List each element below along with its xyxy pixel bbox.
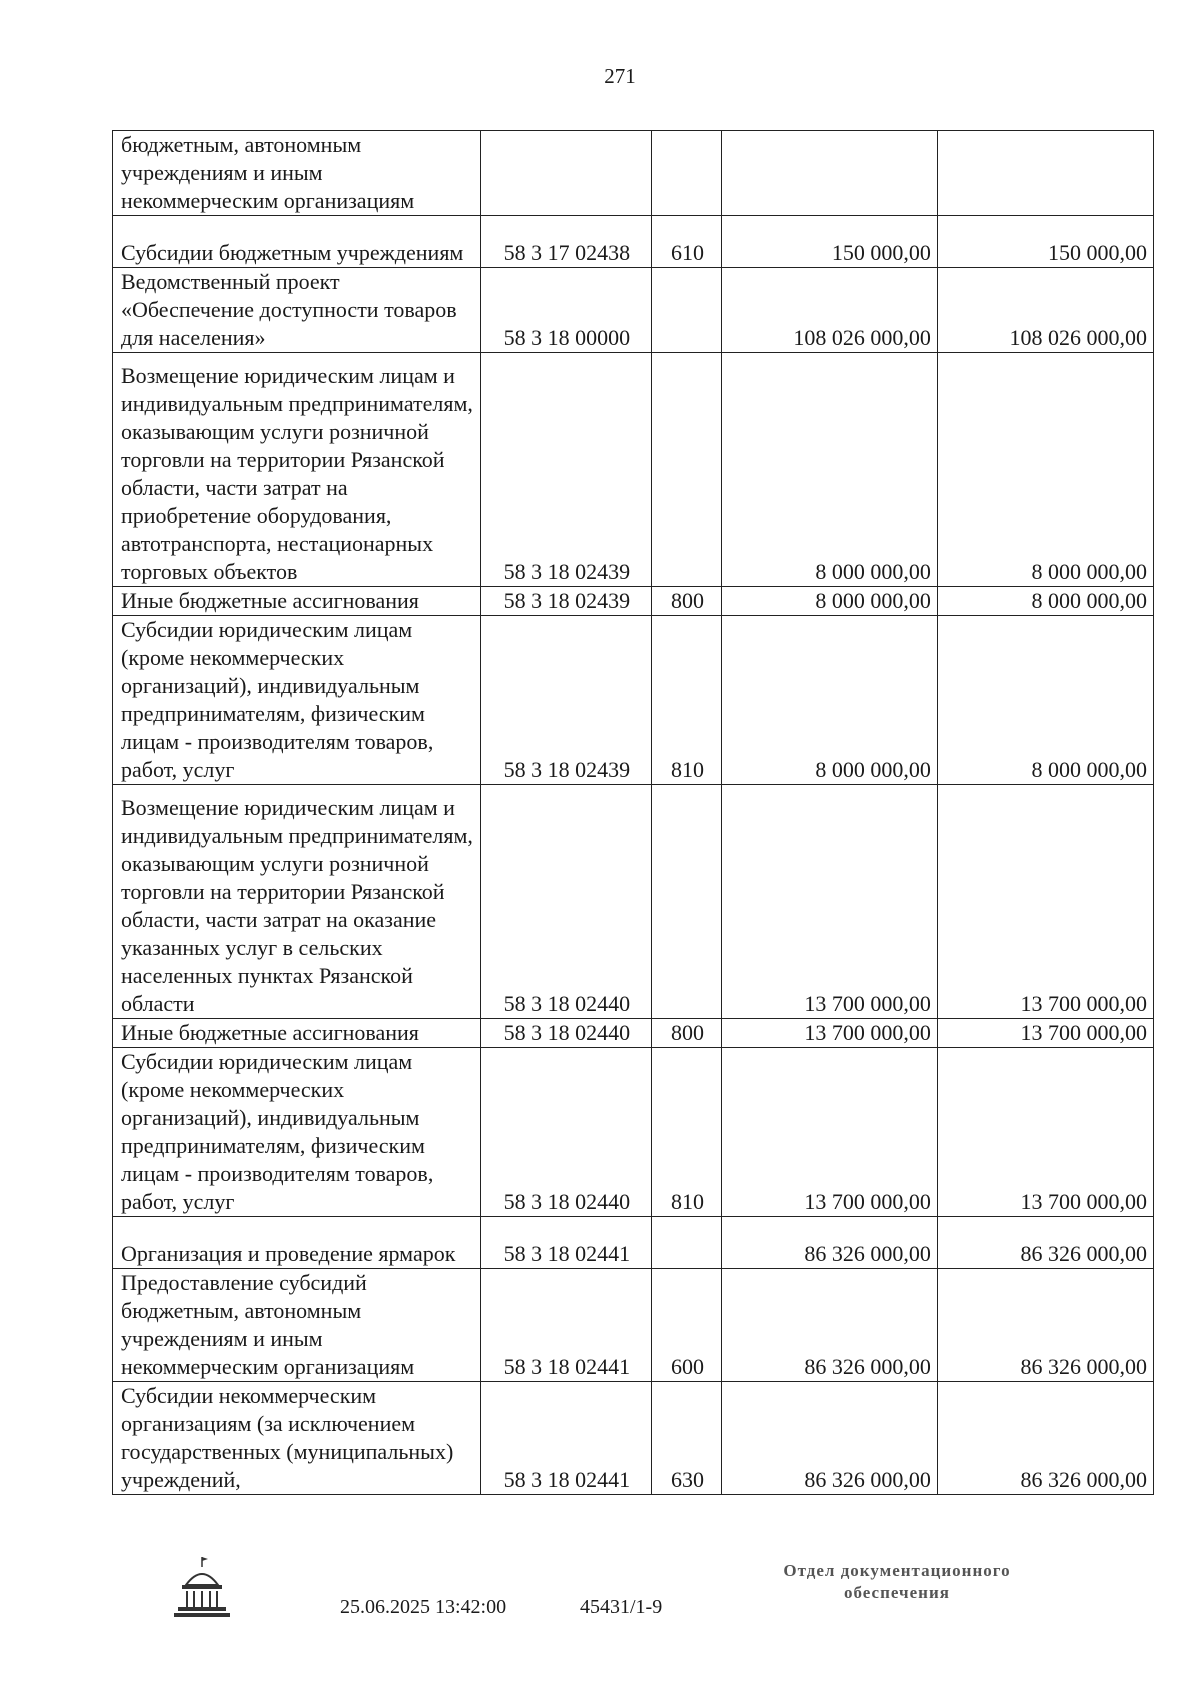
row-sum-year-1: 13 700 000,00 [721, 1048, 937, 1217]
row-name: Субсидии некоммерческим организациям (за исключением государственных (муниципальных) учреждений, [113, 1382, 481, 1495]
row-name: Возмещение юридическим лицам и индивидуальным предпринимателям, оказывающим услуги розничной торговли на территории Рязанской области, части затрат на оказание указанных услуг в сельских населенных пунктах Рязанской области [113, 785, 481, 1019]
row-expense-type: 810 [652, 1048, 722, 1217]
row-sum-year-2: 13 700 000,00 [937, 1019, 1153, 1048]
row-name: Организация и проведение ярмарок [113, 1217, 481, 1269]
table-row [113, 1269, 1154, 1382]
row-sum-year-1: 13 700 000,00 [721, 1019, 937, 1048]
row-sum-year-1: 8 000 000,00 [721, 616, 937, 785]
row-sum-year-2: 108 026 000,00 [937, 268, 1153, 353]
row-code: 58 3 18 02441 [480, 1382, 651, 1495]
row-expense-type [652, 1217, 722, 1269]
stamp-line-1: Отдел документационного [783, 1561, 1011, 1580]
table-row [113, 268, 1154, 353]
row-expense-type: 600 [652, 1269, 722, 1382]
row-sum-year-2: 13 700 000,00 [937, 785, 1153, 1019]
row-name: Иные бюджетные ассигнования [113, 1019, 481, 1048]
table-row [113, 353, 1154, 587]
table-row [113, 216, 1154, 268]
row-sum-year-1 [721, 131, 937, 216]
row-sum-year-1: 86 326 000,00 [721, 1217, 937, 1269]
footer-doc-number: 45431/1-9 [580, 1596, 663, 1618]
row-sum-year-2: 86 326 000,00 [937, 1269, 1153, 1382]
row-name: Иные бюджетные ассигнования [113, 587, 481, 616]
row-expense-type [652, 268, 722, 353]
table-row [113, 1048, 1154, 1217]
row-sum-year-1: 8 000 000,00 [721, 353, 937, 587]
row-sum-year-1: 150 000,00 [721, 216, 937, 268]
row-name: Ведомственный проект «Обеспечение доступности товаров для населения» [113, 268, 481, 353]
row-name: Субсидии бюджетным учреждениям [113, 216, 481, 268]
row-sum-year-2: 86 326 000,00 [937, 1217, 1153, 1269]
row-name: бюджетным, автономным учреждениям и иным некоммерческим организациям [113, 131, 481, 216]
budget-table [112, 130, 1154, 1495]
row-name: Предоставление субсидий бюджетным, автономным учреждениям и иным некоммерческим организациям [113, 1269, 481, 1382]
row-code: 58 3 18 02441 [480, 1269, 651, 1382]
table-row [113, 1217, 1154, 1269]
row-expense-type [652, 131, 722, 216]
table-row [113, 1382, 1154, 1495]
row-expense-type: 630 [652, 1382, 722, 1495]
row-code: 58 3 17 02438 [480, 216, 651, 268]
row-code: 58 3 18 02439 [480, 353, 651, 587]
row-code: 58 3 18 02440 [480, 1019, 651, 1048]
row-sum-year-1: 108 026 000,00 [721, 268, 937, 353]
row-expense-type [652, 353, 722, 587]
row-sum-year-1: 86 326 000,00 [721, 1382, 937, 1495]
row-code [480, 131, 651, 216]
department-stamp [752, 1560, 1042, 1604]
table-row [113, 131, 1154, 216]
table-row [113, 616, 1154, 785]
row-sum-year-2: 13 700 000,00 [937, 1048, 1153, 1217]
row-sum-year-2: 8 000 000,00 [937, 587, 1153, 616]
page-number: 271 [604, 64, 636, 88]
row-code: 58 3 18 02440 [480, 785, 651, 1019]
duma-logo-icon [172, 1555, 232, 1619]
row-sum-year-2: 86 326 000,00 [937, 1382, 1153, 1495]
row-sum-year-2: 150 000,00 [937, 216, 1153, 268]
row-expense-type: 800 [652, 1019, 722, 1048]
row-sum-year-2 [937, 131, 1153, 216]
row-sum-year-2: 8 000 000,00 [937, 616, 1153, 785]
row-expense-type: 810 [652, 616, 722, 785]
stamp-line-2: обеспечения [844, 1583, 950, 1602]
footer-datetime: 25.06.2025 13:42:00 [340, 1596, 507, 1618]
row-code: 58 3 18 02440 [480, 1048, 651, 1217]
row-code: 58 3 18 02441 [480, 1217, 651, 1269]
row-name: Субсидии юридическим лицам (кроме некоммерческих организаций), индивидуальным предпринимателям, физическим лицам - производителям товаров, работ, услуг [113, 1048, 481, 1217]
row-name: Субсидии юридическим лицам (кроме некоммерческих организаций), индивидуальным предпринимателям, физическим лицам - производителям товаров, работ, услуг [113, 616, 481, 785]
row-sum-year-2: 8 000 000,00 [937, 353, 1153, 587]
row-code: 58 3 18 02439 [480, 587, 651, 616]
row-sum-year-1: 13 700 000,00 [721, 785, 937, 1019]
row-expense-type: 610 [652, 216, 722, 268]
row-code: 58 3 18 02439 [480, 616, 651, 785]
table-row [113, 1019, 1154, 1048]
row-sum-year-1: 86 326 000,00 [721, 1269, 937, 1382]
table-row [113, 587, 1154, 616]
row-sum-year-1: 8 000 000,00 [721, 587, 937, 616]
table-row [113, 785, 1154, 1019]
row-expense-type: 800 [652, 587, 722, 616]
row-code: 58 3 18 00000 [480, 268, 651, 353]
row-name: Возмещение юридическим лицам и индивидуальным предпринимателям, оказывающим услуги розничной торговли на территории Рязанской области, части затрат на приобретение оборудования, автотранспорта, нестационарных торговых объектов [113, 353, 481, 587]
row-expense-type [652, 785, 722, 1019]
